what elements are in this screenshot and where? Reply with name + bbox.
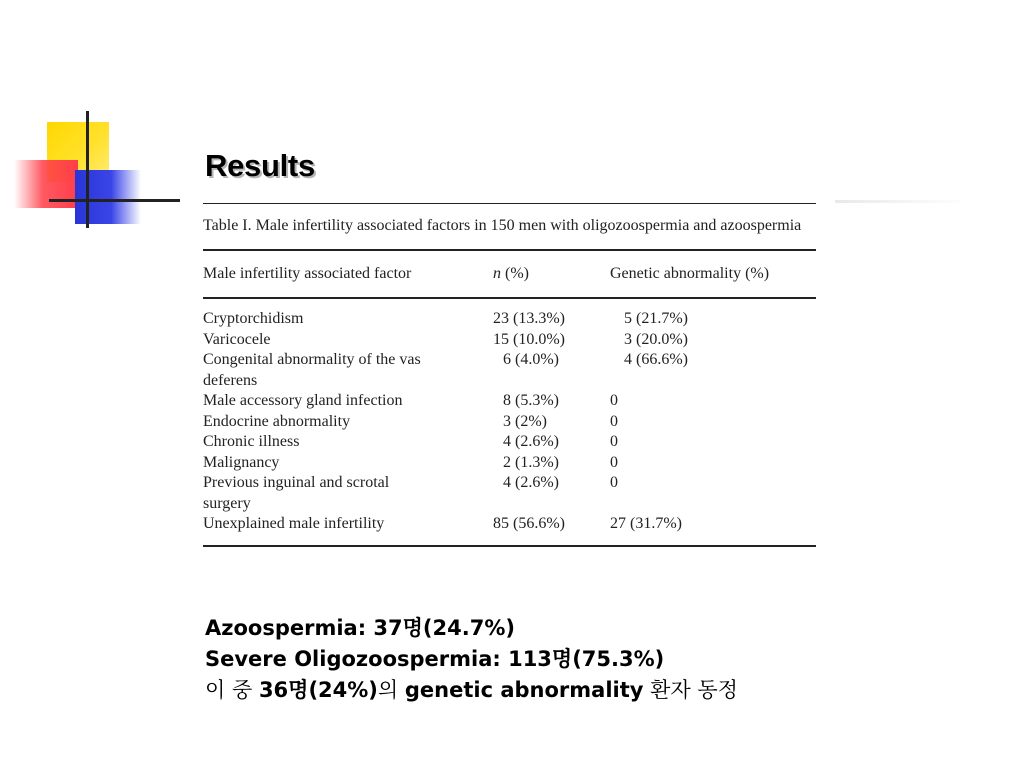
row-n: 85 (56.6%) bbox=[493, 515, 565, 532]
row-genetic: 0 bbox=[610, 412, 618, 430]
row-factor: Malignancy bbox=[203, 453, 280, 471]
table-top-rule bbox=[203, 203, 816, 204]
header-genetic: Genetic abnormality (%) bbox=[610, 265, 770, 282]
row-genetic: 0 bbox=[610, 433, 618, 450]
row-factor: Previous inguinal and scrotal bbox=[203, 474, 390, 491]
note-genetic-prefix: 이 중 bbox=[205, 678, 259, 702]
row-n: 23 (13.3%) bbox=[493, 310, 565, 327]
row-genetic: 0 bbox=[610, 474, 618, 491]
header-factor: Male infertility associated factor bbox=[203, 265, 412, 282]
row-factor: Congenital abnormality of the vas bbox=[203, 351, 421, 368]
row-n: 8 (5.3%) bbox=[503, 392, 559, 409]
header-n bbox=[493, 265, 610, 283]
note-genetic-term: genetic abnormality bbox=[404, 678, 644, 702]
table-row bbox=[203, 309, 816, 330]
row-genetic: 0 bbox=[610, 453, 618, 471]
title-underline-decoration bbox=[835, 200, 960, 203]
table-row bbox=[203, 412, 816, 433]
row-n: 6 (4.0%) bbox=[503, 351, 559, 368]
summary-notes bbox=[205, 613, 738, 706]
horizontal-line-decoration bbox=[49, 199, 180, 202]
table-caption: Table I. Male infertility associated factors in 150 men with oligozoospermia and azoospermia bbox=[203, 217, 802, 234]
row-factor: Male accessory gland infection bbox=[203, 392, 403, 409]
note-genetic-count: 36명(24%) bbox=[258, 678, 378, 702]
row-genetic: 5 (21.7%) bbox=[624, 310, 688, 327]
row-factor-continued: deferens bbox=[203, 371, 258, 389]
table-header bbox=[203, 251, 816, 297]
row-genetic: 3 (20.0%) bbox=[624, 330, 688, 348]
row-factor: Varicocele bbox=[203, 330, 271, 348]
note-genetic-suffix: 환자 동정 bbox=[643, 678, 738, 702]
table-row-continuation bbox=[203, 371, 816, 392]
table-row bbox=[203, 514, 816, 535]
header-n-italic: n bbox=[493, 265, 501, 282]
row-genetic: 4 (66.6%) bbox=[624, 351, 688, 368]
table-row bbox=[203, 350, 816, 371]
header-n-percent: (%) bbox=[501, 265, 529, 282]
row-factor: Cryptorchidism bbox=[203, 310, 304, 327]
row-factor: Chronic illness bbox=[203, 433, 300, 450]
slide-title: Results bbox=[205, 148, 315, 183]
results-table bbox=[203, 203, 816, 547]
row-factor: Unexplained male infertility bbox=[203, 515, 385, 532]
table-row-continuation bbox=[203, 494, 816, 515]
table-body bbox=[203, 299, 816, 545]
row-n: 4 (2.6%) bbox=[503, 433, 559, 450]
note-azoospermia: Azoospermia: 37명(24.7%) bbox=[205, 616, 515, 640]
table-row bbox=[203, 432, 816, 453]
vertical-line-decoration bbox=[86, 111, 89, 228]
row-genetic: 27 (31.7%) bbox=[610, 515, 682, 532]
table-row bbox=[203, 453, 816, 474]
row-n: 2 (1.3%) bbox=[503, 453, 559, 471]
note-genetic-particle: 의 bbox=[377, 678, 405, 702]
table-bottom-rule bbox=[203, 545, 816, 547]
table-row bbox=[203, 330, 816, 351]
row-n: 15 (10.0%) bbox=[493, 330, 565, 348]
row-factor-continued: surgery bbox=[203, 494, 251, 512]
table-row bbox=[203, 473, 816, 494]
row-genetic: 0 bbox=[610, 392, 618, 409]
note-oligozoospermia: Severe Oligozoospermia: 113명(75.3%) bbox=[205, 647, 665, 671]
row-n: 4 (2.6%) bbox=[503, 474, 559, 491]
note-genetic bbox=[205, 675, 738, 706]
row-n: 3 (2%) bbox=[503, 412, 547, 430]
table-row bbox=[203, 391, 816, 412]
blue-square-decoration bbox=[75, 170, 141, 224]
row-factor: Endocrine abnormality bbox=[203, 412, 351, 430]
